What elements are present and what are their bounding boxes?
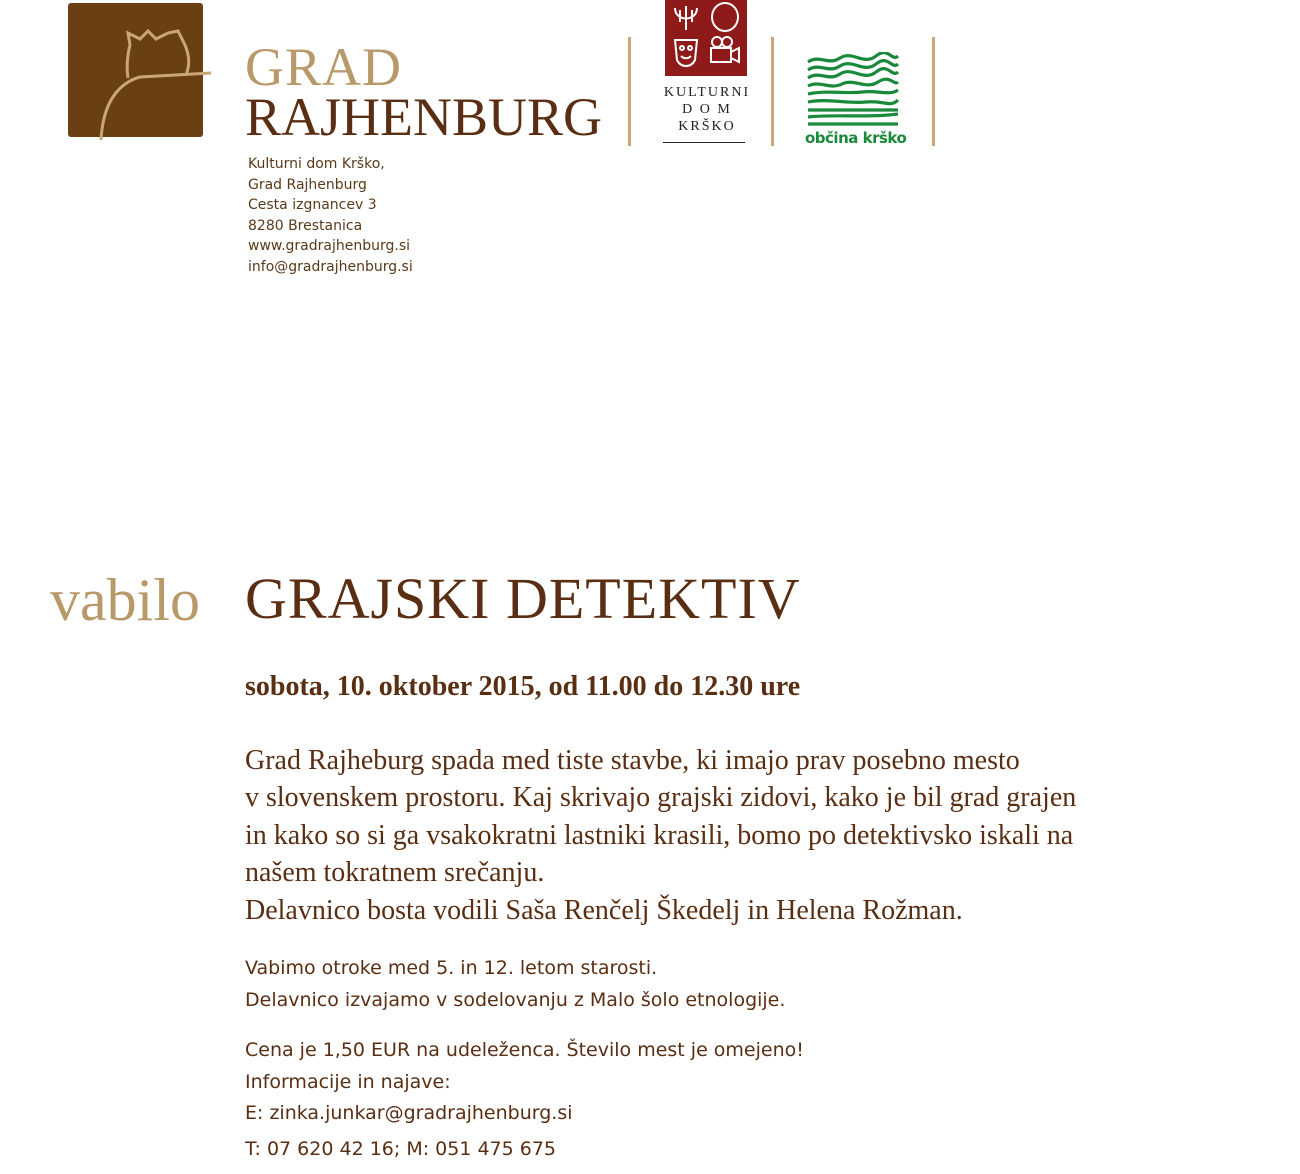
- description-line: Grad Rajheburg spada med tiste stavbe, ki imajo prav posebno mesto: [245, 745, 1020, 776]
- obcina-krsko-label: občina krško: [805, 129, 907, 147]
- brand-rajhenburg: RAJHENBURG: [245, 87, 603, 147]
- contact-heading: Informacije in najave:: [245, 1071, 451, 1093]
- kulturni-dom-logo-icon: [665, 0, 747, 76]
- address-line: Kulturni dom Krško,: [248, 156, 385, 172]
- separator-line: [628, 37, 631, 146]
- contact-phone: T: 07 620 42 16; M: 051 475 675: [245, 1138, 557, 1160]
- website-link[interactable]: www.gradrajhenburg.si: [248, 238, 410, 255]
- castle-logo-icon: [68, 3, 203, 137]
- address-line: 8280 Brestanica: [248, 217, 363, 234]
- price-info: Cena je 1,50 EUR na udeleženca. Število mest je omejeno!: [245, 1039, 804, 1061]
- description-line: in kako so si ga vsakokratni lastniki krasili, bomo po detektivsko iskali na: [245, 819, 1074, 851]
- partner-info: Delavnico izvajamo v sodelovanju z Malo šolo etnologije.: [245, 989, 786, 1011]
- divider: [663, 142, 745, 143]
- kd-line: D O M: [682, 102, 732, 117]
- description-line: našem tokratnem srečanju.: [245, 857, 545, 889]
- address-block: [248, 154, 413, 278]
- event-description: [245, 742, 1245, 929]
- kulturni-dom-logo-text: [663, 84, 751, 135]
- age-info: Vabimo otroke med 5. in 12. letom starosti.: [245, 957, 658, 979]
- description-line: Delavnico bosta vodili Saša Renčelj Škedelj in Helena Rožman.: [245, 894, 963, 926]
- invitation-label: vabilo: [50, 567, 200, 633]
- separator-line: [932, 37, 935, 146]
- obcina-krsko-waves-icon: [806, 52, 900, 130]
- address-line: Grad Rajhenburg: [248, 176, 367, 193]
- separator-line: [771, 37, 774, 146]
- email-link[interactable]: info@gradrajhenburg.si: [248, 258, 413, 275]
- description-line: v slovenskem prostoru. Kaj skrivajo grajski zidovi, kako je bil grad grajen: [245, 782, 1077, 814]
- brand-grad: GRAD: [245, 37, 403, 97]
- address-line: Cesta izgnancev 3: [248, 197, 377, 214]
- kd-line: KULTURNI: [663, 85, 751, 100]
- kd-line: KRŠKO: [678, 119, 736, 134]
- event-title: GRAJSKI DETEKTIV: [245, 566, 801, 631]
- contact-email[interactable]: E: zinka.junkar@gradrajhenburg.si: [245, 1102, 573, 1124]
- event-datetime: sobota, 10. oktober 2015, od 11.00 do 12.30 ure: [245, 671, 801, 702]
